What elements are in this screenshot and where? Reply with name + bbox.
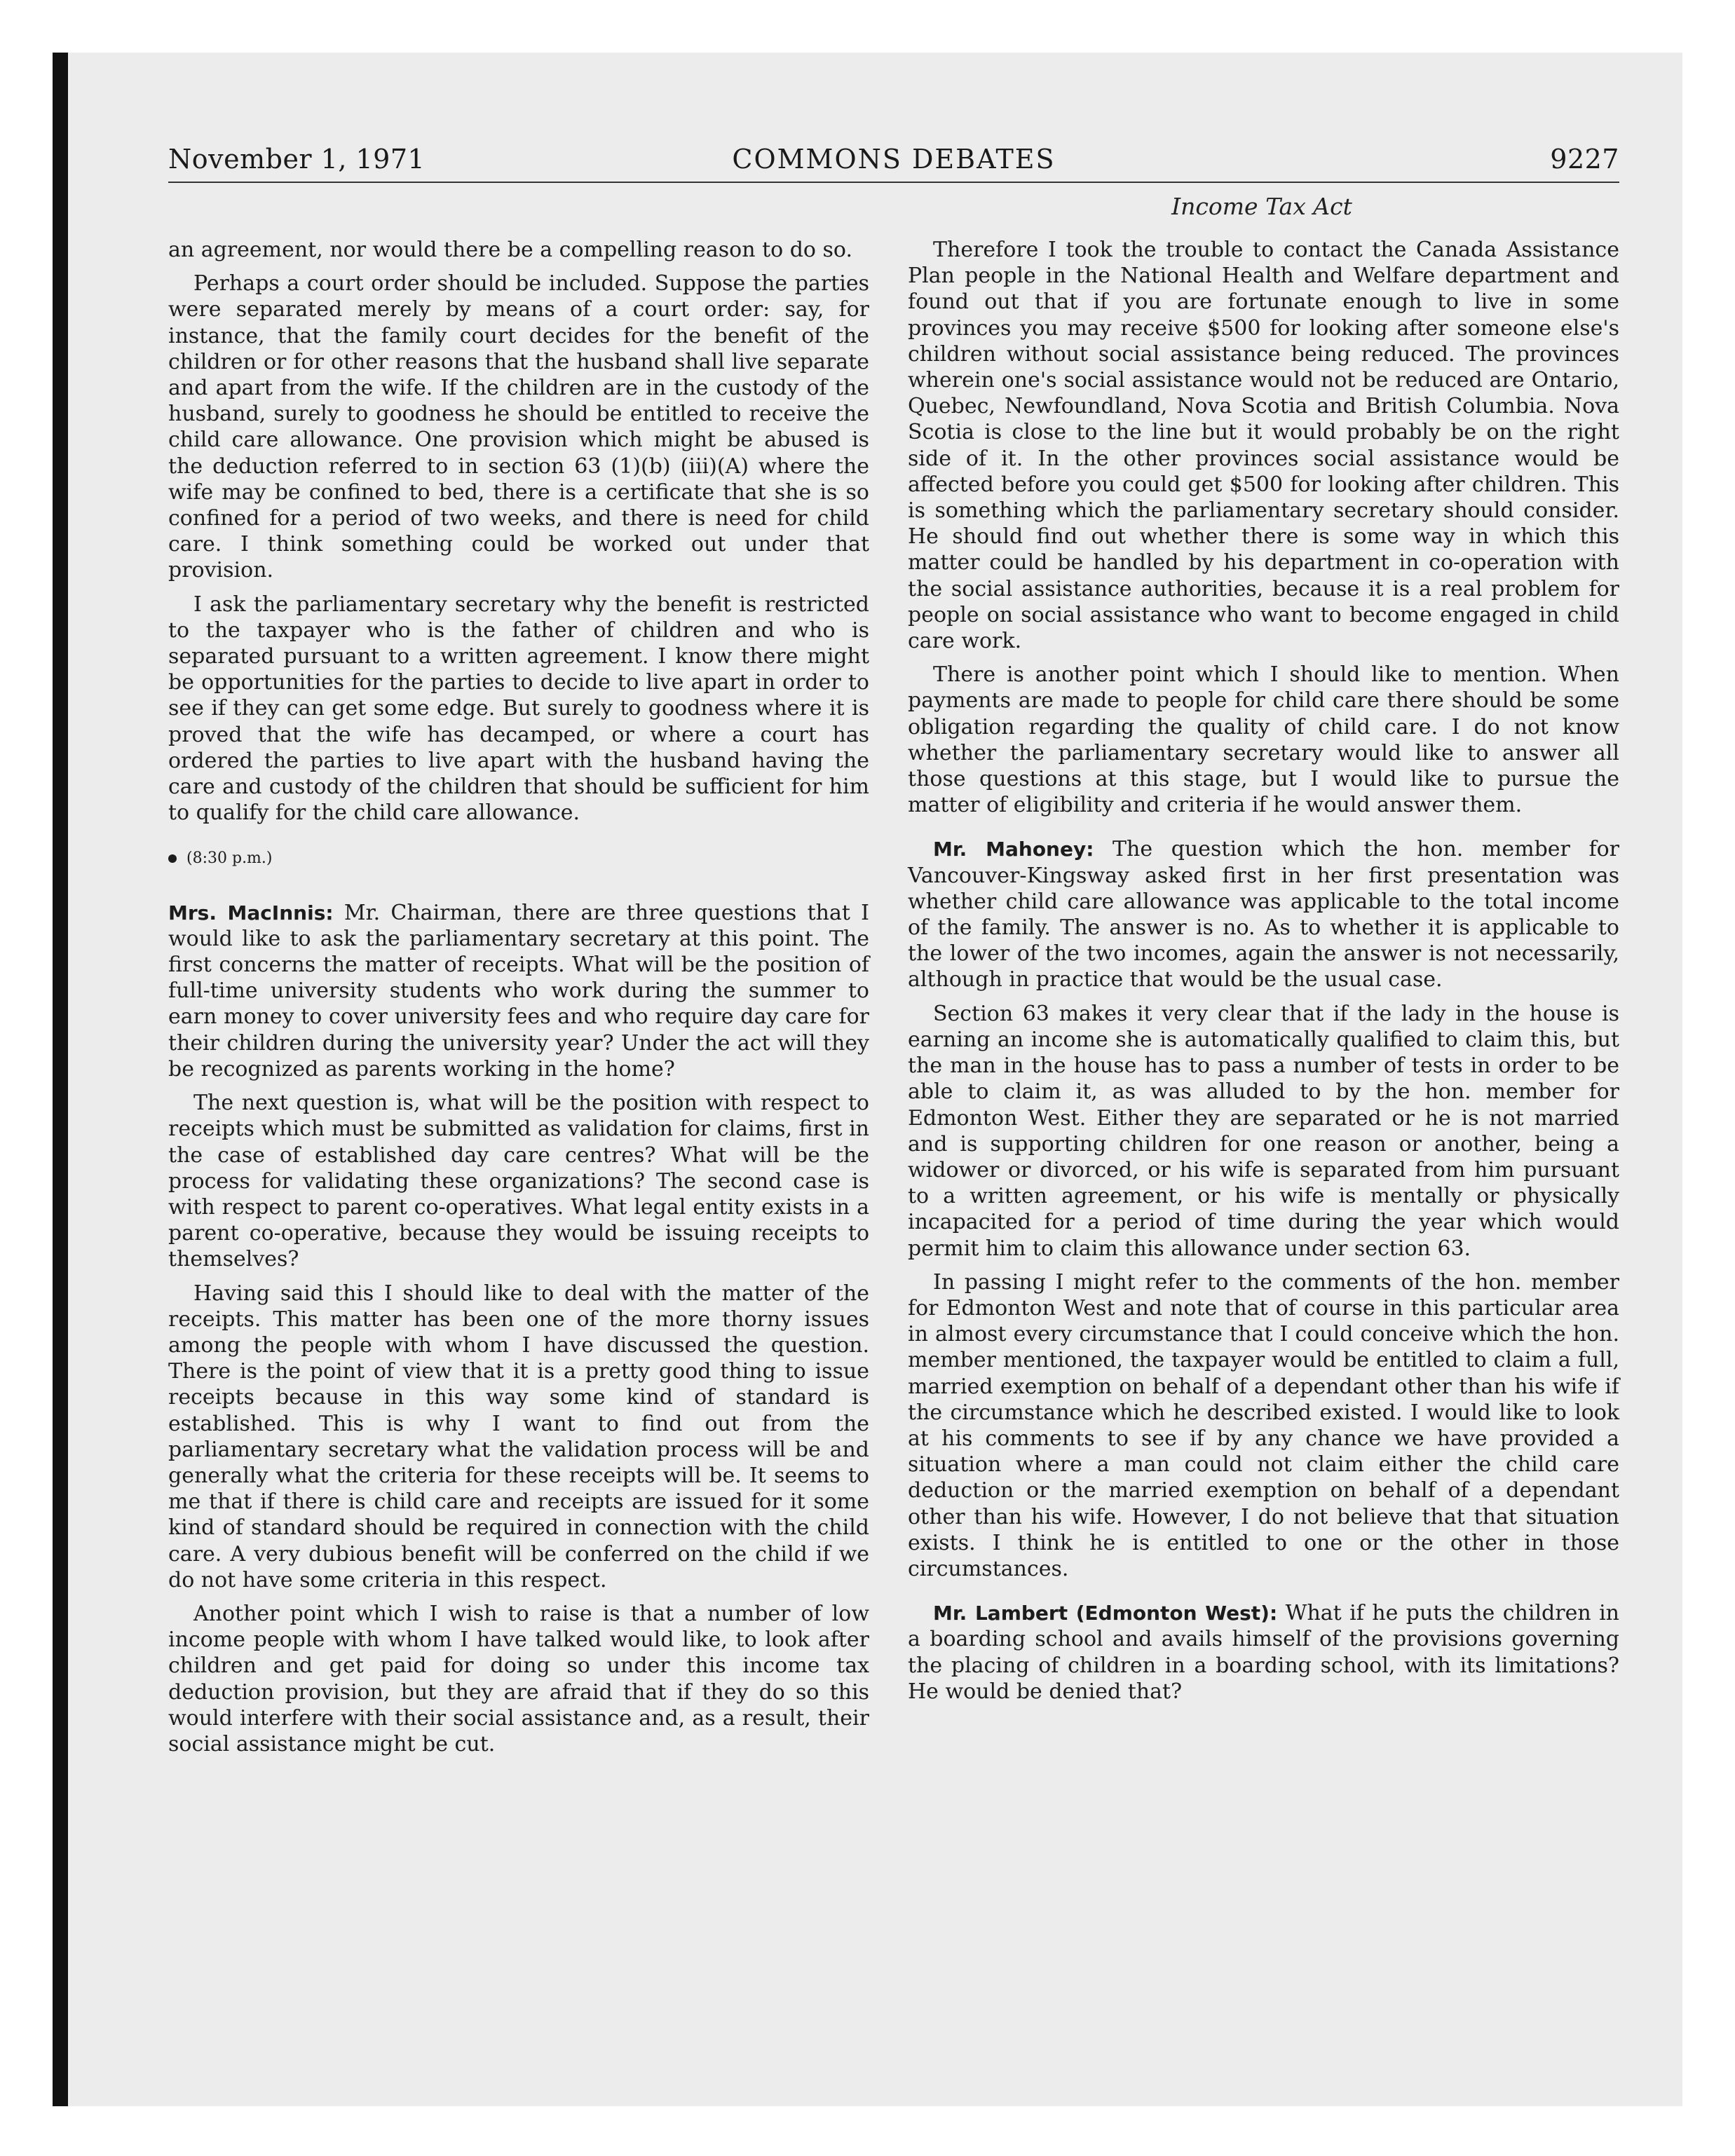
speech-text: Mr. Chairman, there are three questions that I would like to ask the parliamentary secretary at this point. The first concerns the matter of receipts. What will be the position of full-time university students who work during the summer to earn money to cover university fees and who require day care for their children during the university year? Under the act will they be recognized as parents working in the home? (168, 900, 870, 1082)
time-marker-text: (8:30 p.m.) (186, 850, 273, 868)
speaker-name: Mr. Lambert (Edmonton West): (933, 1602, 1278, 1625)
right-column (908, 237, 1619, 1712)
header-date: November 1, 1971 (168, 144, 426, 175)
left-column (168, 237, 869, 1765)
section-subheading: Income Tax Act (1171, 193, 1352, 220)
header-title: COMMONS DEBATES (732, 144, 1056, 175)
speech-paragraph (908, 836, 1619, 992)
speech-paragraph (168, 900, 869, 1082)
paragraph: The next question is, what will be the position with respect to receipts which must be submitted as validation for claims, first in the case of established day care centres? What will be the process for validating these organizations? The second case is with respect to parent co-operatives. What legal entity exists in a parent co-operative, because they would be issuing receipts to themselves? (168, 1091, 869, 1272)
paragraph: an agreement, nor would there be a compelling reason to do so. (168, 238, 852, 262)
paragraph: Perhaps a court order should be included. Suppose the parties were separated merely by means of a court order: say, for instance, that the family court decides for the benefit of the children or for other reasons that the husband shall live separate and apart from the wife. If the children are in the custody of the husband, surely to goodness he should be entitled to receive the child care allowance. One provision which might be abused is the deduction referred to in section 63 (1)(b) (iii)(A) where the wife may be confined to bed, there is a certificate that she is so confined for a period of two weeks, and there is need for child care. I think something could be worked out under that provision. (168, 271, 869, 583)
speech-text: The question which the hon. member for Vancouver-Kingsway asked first in her first presentation was whether child care allowance was applicable to the total income of the family. The answer is no. As to whether it is applicable to the lower of the two incomes, again the answer is not necessarily, although in practice that would be the usual case. (908, 837, 1619, 992)
paragraph: There is another point which I should like to mention. When payments are made to people for child care there should be some obligation regarding the quality of child care. I do not know whether the parliamentary secretary would like to answer all those questions at this stage, but I would like to pursue the matter of eligibility and criteria if he would answer them. (908, 662, 1619, 818)
paragraph: Section 63 makes it very clear that if the lady in the house is earning an income she is automatically qualified to claim this, but the man in the house has to pass a number of tests in order to be able to claim it, as was alluded to by the hon. member for Edmonton West. Either they are separated or he is not married and is supporting children for one reason or another, being a widower or divorced, or his wife is separated from him pursuant to a written agreement, or his wife is mentally or physically incapacited for a period of time during the year which would permit him to claim this allowance under section 63. (908, 1001, 1619, 1261)
speaker-name: Mr. Mahoney: (933, 838, 1094, 861)
page-header (168, 144, 1619, 183)
paragraph: Having said this I should like to deal with the matter of the receipts. This matter has been one of the more thorny issues among the people with whom I have discussed the question. There is the point of view that it is a pretty good thing to issue receipts because in this way some kind of standard is established. This is why I want to find out from the parliamentary secretary what the validation process will be and generally what the criteria for these receipts will be. It seems to me that if there is child care and receipts are issued for it some kind of standard should be required in connection with the child care. A very dubious benefit will be conferred on the child if we do not have some criteria in this respect. (168, 1281, 869, 1592)
speech-paragraph (908, 1600, 1619, 1705)
paragraph: Therefore I took the trouble to contact the Canada Assistance Plan people in the National Health and Welfare department and found out that if you are fortunate enough to live in some provinces you may receive $500 for looking after someone else's children without social assistance being reduced. The provinces wherein one's social assistance would not be reduced are Ontario, Quebec, Newfoundland, Nova Scotia and British Columbia. Nova Scotia is close to the line but it would probably be on the right side of it. In the other provinces social assistance would be affected before you could get $500 for looking after children. This is something which the parliamentary secretary should consider. He should find out whether there is some way in which this matter could be handled by his department in co-operation with the social assistance authorities, because it is a real problem for people on social assistance who want to become engaged in child care work. (908, 238, 1619, 654)
time-marker (168, 845, 869, 871)
page-number: 9227 (1550, 144, 1619, 175)
bullet-icon (168, 854, 177, 863)
scan-edge-shadow (53, 53, 68, 2106)
paragraph: I ask the parliamentary secretary why the benefit is restricted to the taxpayer who is the father of children and who is separated pursuant to a written agreement. I know there might be opportunities for the parties to decide to live apart in order to see if they can get some edge. But surely to goodness where it is proved that the wife has decamped, or where a court has ordered the parties to live apart with the husband having the care and custody of the children that should be sufficient for him to qualify for the child care allowance. (168, 592, 869, 826)
paragraph: Another point which I wish to raise is that a number of low income people with whom I have talked would like, to look after children and get paid for doing so under this income tax deduction provision, but they are afraid that if they do so this would interfere with their social assistance and, as a result, their social assistance might be cut. (168, 1601, 869, 1756)
paragraph: In passing I might refer to the comments of the hon. member for Edmonton West and note that of course in this particular area in almost every circumstance that I could conceive which the hon. member mentioned, the taxpayer would be entitled to claim a full, married exemption on behalf of a dependant other than his wife if the circumstance which he described existed. I would like to look at his comments to see if by any chance we have provided a situation where a man could not claim either the child care deduction or the married exemption on behalf of a dependant other than his wife. However, I do not believe that that situation exists. I think he is entitled to one or the other in those circumstances. (908, 1269, 1619, 1581)
speech-text: What if he puts the children in a boarding school and avails himself of the provisions governing the placing of children in a boarding school, with its limitations? He would be denied that? (908, 1601, 1619, 1704)
speaker-name: Mrs. MacInnis: (168, 901, 334, 925)
